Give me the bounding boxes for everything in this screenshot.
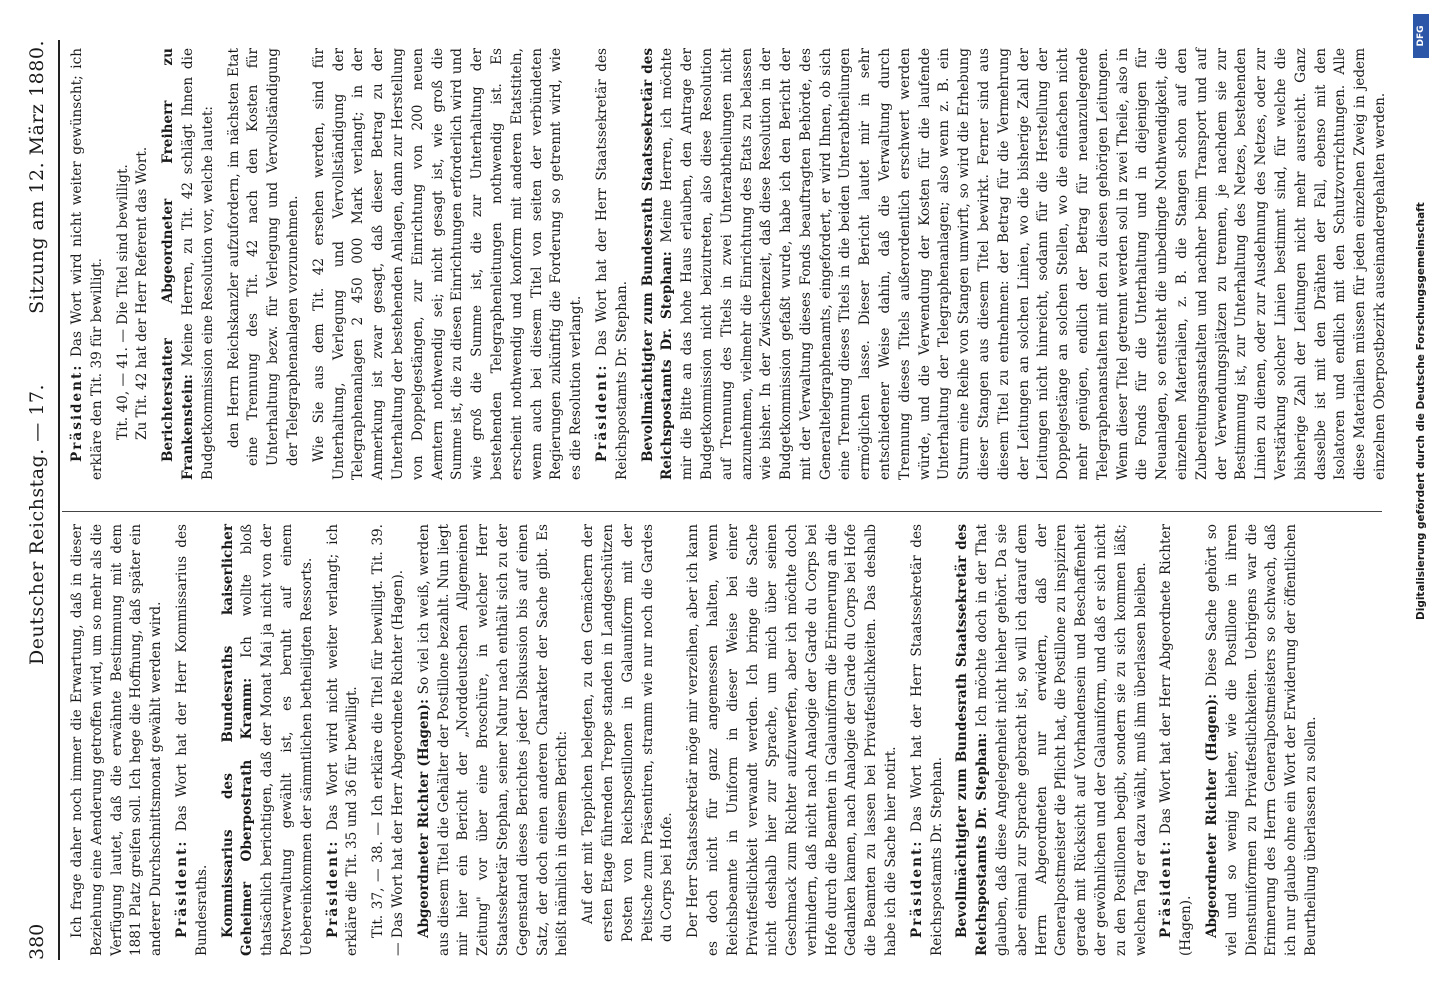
paragraph: Wie Sie aus dem Tit. 42 ersehen werden, sind für Unterhaltung, Verlegung und Vervollständigung der Telegraphenanlagen 2 450 000 Mark verlangt; in der Anmerkung ist zwar gesagt, daß dieser Betrag zu der Unterhaltung der bestehenden Anlagen, dann zur Herstellung von Doppelgestängen, zur Einrichtung von 200 neuen Aemtern nothwendig sei; nicht gesagt ist, wie groß die Summe ist, die zu diesen Einrichtungen erforderlich wird und wie groß die Summe ist, die zur Unterhaltung der bestehenden Telegraphenleitungen nothwendig ist. Es erscheint nothwendig und konform mit anderen Etatstiteln, wenn auch bei diesem Titel von seiten der verbündeten Regierungen zukünftig die Forderung so getrennt wird, wie es die Resolution verlangt. <box>310 48 585 480</box>
paragraph: Berichterstatter Abgeordneter Freiherr zu Frankenstein: Meine Herren, zu Tit. 42 schlägt Ihnen die Budgetkommission eine Resolution vor, welche lautet: <box>160 48 216 480</box>
paragraph: Bevollmächtigter zum Bundesrath Staatssekretär des Reichspostamts Dr. Stephan: Ich möchte doch in der That glauben, daß diese Angelegenheit nicht hieher gehört. Da sie aber einmal zur Sprache gebracht ist, so will ich darauf dem Herrn Abgeordneten nur erwidern, daß der Generalpostmeister die Pflicht hat, die Postillone zu inspiziren gerade mit Rücksicht auf Vorhandensein und Beschaffenheit der gewöhnlichen und der Galauniform, und daß er sich nicht zu den Postillonen begibt, sondern sie zu sich kommen läßt; welchen Tag er dazu wählt, muß ihm überlassen bleiben. <box>954 523 1149 956</box>
paragraph: Präsident: Das Wort hat der Herr Staatssekretär des Reichspostamts Dr. Stephan. <box>593 48 630 480</box>
paragraph: Präsident: Das Wort wird nicht weiter gewünscht; ich erkläre den Tit. 39 für bewilligt. <box>69 48 105 480</box>
page-header <box>22 40 54 960</box>
column-divider <box>62 511 1382 512</box>
session-date: Sitzung am 12. März 1880. <box>26 40 48 314</box>
header-rule <box>58 40 60 960</box>
paragraph: Bevollmächtigter zum Bundesrath Staatssekretär des Reichspostamts Dr. Stephan: Meine Herren, ich möchte mir die Bitte an das hohe Haus erlauben, den Antrage der Budgetkommission nicht beizutreten, also diese Resolution auf Trennung des Titels in zwei Unterabtheilungen nicht anzunehmen, vielmehr die Einrichtung des Etats zu belassen wie bisher. In der Zwischenzeit, daß diese Resolution in der Budgetkommission gefaßt wurde, habe ich den Bericht der mit der Verwaltung dieses Fonds beauftragten Behörde, des Generaltelegraphenamts, eingefordert, er wird Ihnen, ob sich eine Trennung dieses Titels in die beiden Unterabtheilungen ermöglichen lasse. Dieser Bericht lautet mir in sehr entschiedener Weise dahin, daß die Verwaltung durch Trennung dieses Titels außerordentlich erschwert werden würde, und die Verwendung der Kosten für die laufende Unterhaltung der Telegraphenanlagen; also wenn z. B. ein Sturm eine Reihe von Stangen umwirft, so wird die Erhebung dieser Stangen aus diesem Titel bewirkt. Ferner sind aus diesem Titel zu entnehmen: der Betrag für die Vermehrung der Leitungen an solchen Linien, wo die bisherige Zahl der Leitungen nicht hinreicht, sodann für die Herstellung der Doppelgestänge an solchen Stellen, wo die einfachen nicht mehr genügen, endlich der Betrag für neuanzulegende Telegraphenanstalten mit den zu diesen gehörigen Leitungen. Wenn dieser Titel getrennt werden soll in zwei Theile, also in die Fonds für die Unterhaltung und in diejenigen für Neuanlagen, so entsteht die unbedingte Nothwendigkeit, die einzelnen Materialien, z. B. die Stangen schon auf den Zubereitungsanstalten und nachher beim Transport und auf der Verwendungsplätzen zu trennen, je nachdem sie zur Bestimmung ist, zur Unterhaltung des Netzes, bestehenden Linien zu dienen, oder zur Ausdehnung des Netzes, oder zur Verstärkung solcher Linien bestimmt sind, für welche die bisherige Zahl der Leitungen nicht mehr ausreicht. Ganz dasselbe ist mit den Drähten der Fall, ebenso mit den Isolatoren und endlich mit den Schutzvorrichtungen. Alle diese Materialien müssen für jeden einzelnen Zweig in jedem einzelnen Oberpostbezirk auseinandergehalten werden. <box>639 48 1388 480</box>
right-column <box>68 48 1397 480</box>
paragraph: Präsident: Das Wort wird nicht weiter verlangt; ich erkläre die Tit. 35 und 36 für bewilligt. <box>324 524 361 956</box>
paragraph: Präsident: Das Wort hat der Herr Kommissarius des Bundesraths. <box>173 524 210 956</box>
list-item: Zu Tit. 42 hat der Herr Referent das Wort. <box>134 146 151 440</box>
paragraph: Kommissarius des Bundesraths kaiserlicher Geheimer Oberpostrath Kramm: Ich wollte bloß thatsächlich berichtigen, daß der Monat Mai ja nicht von der Postverwaltung gewählt ist, es beruht auf einem Uebereinkommen der sämmtlichen betheiligten Ressorts. <box>219 524 315 956</box>
paragraph: Der Herr Staatssekretär möge mir verzeihen, aber ich kann es doch nicht für ganz angemessen halten, wenn Reichsbeamte in Uniform in dieser Weise bei einer Privatfestlichkeit verwandt werden. Ich bringe die Sache nicht deshalb hier zur Sprache, um mich über seinen Geschmack zum Richter aufzuwerfen, aber ich möchte doch verhindern, daß nicht nach Analogie der Garde du Corps bei Hofe durch die Beamten in Galauniform die Erinnerung an die Gedanken kamen, nach Analogie der Garde du Corps bei Hofe die Beamten zu lassen bei Privatfestlichkeiten. Das deshalb habe ich die Sache hier notirt. <box>685 524 900 956</box>
stamp-text: Digitalisierung gefördert durch die Deutsche Forschungsgemeinschaft <box>1415 202 1427 620</box>
paragraph: Ich frage daher noch immer die Erwartung, daß in dieser Beziehung eine Aenderung getroffen wird, um so mehr als die Verfügung lautet, daß die erwähnte Bestimmung mit dem 1881 Platz greifen soll. Ich hege die Hoffnung, daß später ein anderer Durchschnittsmonat gewählt werden wird. <box>69 524 165 956</box>
quote: Auf der mit Teppichen belegten, zu den Gemächern der ersten Etage führenden Treppe standen in Landgeschützen Posten von Reichspostillonen in Galauniform mit der Peitsche zum Präsentiren, stramm wie nur noch die Gardes du Corps bei Hofe. <box>580 524 676 942</box>
publication-title: Deutscher Reichstag. — 17. <box>26 383 48 665</box>
paragraph: Tit. 37, — 38. — Ich erkläre die Titel für bewilligt. Tit. 39. — Das Wort hat der Herr Abgeordnete Richter (Hagen). <box>370 524 406 956</box>
left-column <box>68 524 1328 956</box>
resolution-quote: den Herrn Reichskanzler aufzufordern, im nächsten Etat eine Trennung des Tit. 42 nach den Kosten für Unterhaltung bezw. für Verlegung und Vervollständigung der Telegraphenanlagen vorzunehmen. <box>225 48 301 466</box>
dfg-stamp <box>1408 0 1430 1000</box>
paragraph: Präsident: Das Wort hat der Herr Abgeordnete Richter (Hagen). <box>1158 524 1195 956</box>
page-number: 380 <box>26 923 48 960</box>
paragraph: Präsident: Das Wort hat der Herr Staatssekretär des Reichspostamts Dr. Stephan. <box>908 524 945 956</box>
dfg-logo: DFG <box>1413 14 1429 58</box>
paragraph: Abgeordneter Richter (Hagen): So viel ich weiß, werden aus diesem Titel die Gehälter der Postillone bezahlt. Nun liegt mir hier ein Bericht der „Norddeutschen Allgemeinen Zeitung" vor über eine Broschüre, in welcher Herr Staatssekretär Stephan, seiner Natur nach enthält sich zu der Gegenstand dieses Berichtes jeder Diskussion bis auf einen Satz, der doch einen anderen Charakter der Sache gibt. Es heißt nämlich in diesem Bericht: <box>415 524 571 956</box>
list-item: Tit. 40, — 41. — Die Titel sind bewilligt. <box>114 164 131 440</box>
paragraph: Abgeordneter Richter (Hagen): Diese Sache gehört so viel und so wenig hieher, wie die Postillone in ihren Dienstuniformen zu Privatfestlichkeiten. Uebrigens war die Erinnerung des Herrn Generalpostmeisters so schwach, daß ich nur glaube ohne ein Wort der Erwiderung der öffentlichen Beurtheilung überlassen zu sollen. <box>1204 524 1320 956</box>
title-list <box>114 48 154 480</box>
